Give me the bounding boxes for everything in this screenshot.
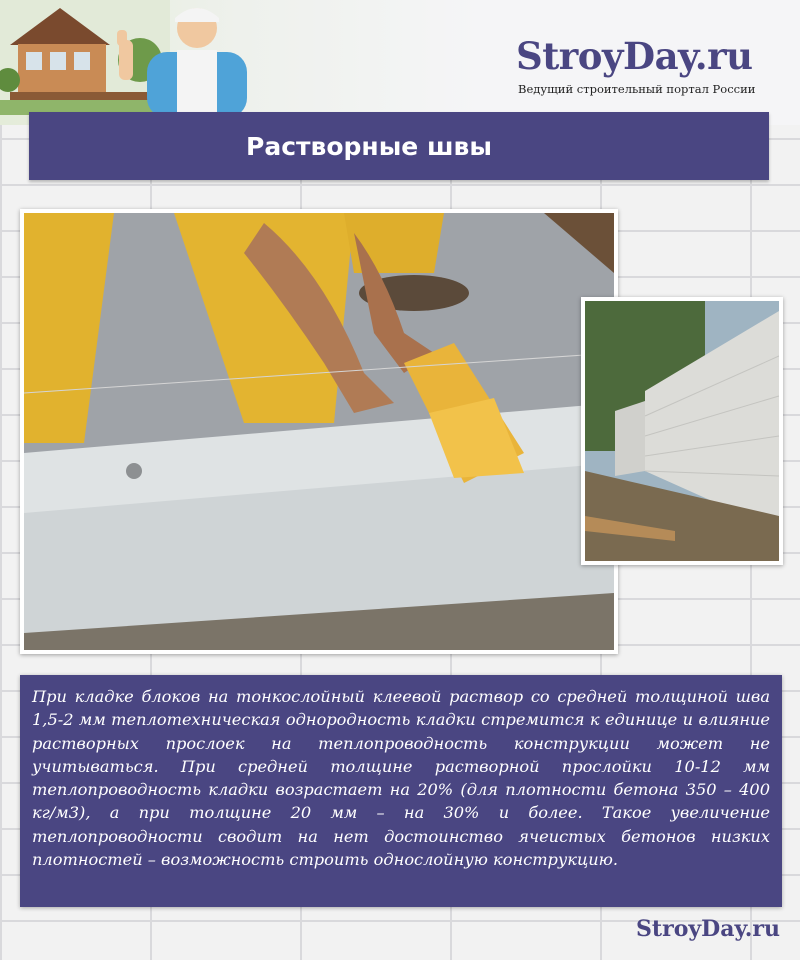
description-text: При кладке блоков на тонкослойный клеевой раствор со средней толщиной шва 1,5-2 мм теплотехническая однородность кладки стремится к единице и влияние растворных прослоек на теплопроводность конструкции может не учитываться. При средней толщине растворной прослойки 10-12 мм теплопроводность кладки возрастает на 20% (для плотности бетона 350 – 400 кг/м3), а при толщине 20 мм – на 30% и более. Такое увеличение теплопроводности сводит на нет достоинство ячеистых бетонов низких плотностей – возможность строить однослойную конструкцию.	[32, 687, 770, 870]
secondary-photo	[581, 297, 783, 565]
secondary-photo-image	[585, 301, 779, 561]
footer-logo-main-text: StroyDay	[636, 916, 745, 942]
site-tagline: Ведущий строительный портал России	[518, 82, 756, 96]
site-logo[interactable]	[516, 34, 753, 78]
worker-illustration	[105, 0, 255, 118]
main-photo	[20, 209, 618, 654]
description-box	[20, 675, 782, 907]
title-banner	[29, 112, 769, 180]
footer-logo[interactable]	[636, 916, 780, 942]
logo-tld-text: .ru	[694, 34, 753, 78]
footer-logo-tld-text: .ru	[744, 916, 780, 942]
main-photo-image	[24, 213, 614, 650]
logo-main-text: StroyDay	[516, 34, 695, 78]
page-title: Растворные швы	[246, 131, 492, 161]
